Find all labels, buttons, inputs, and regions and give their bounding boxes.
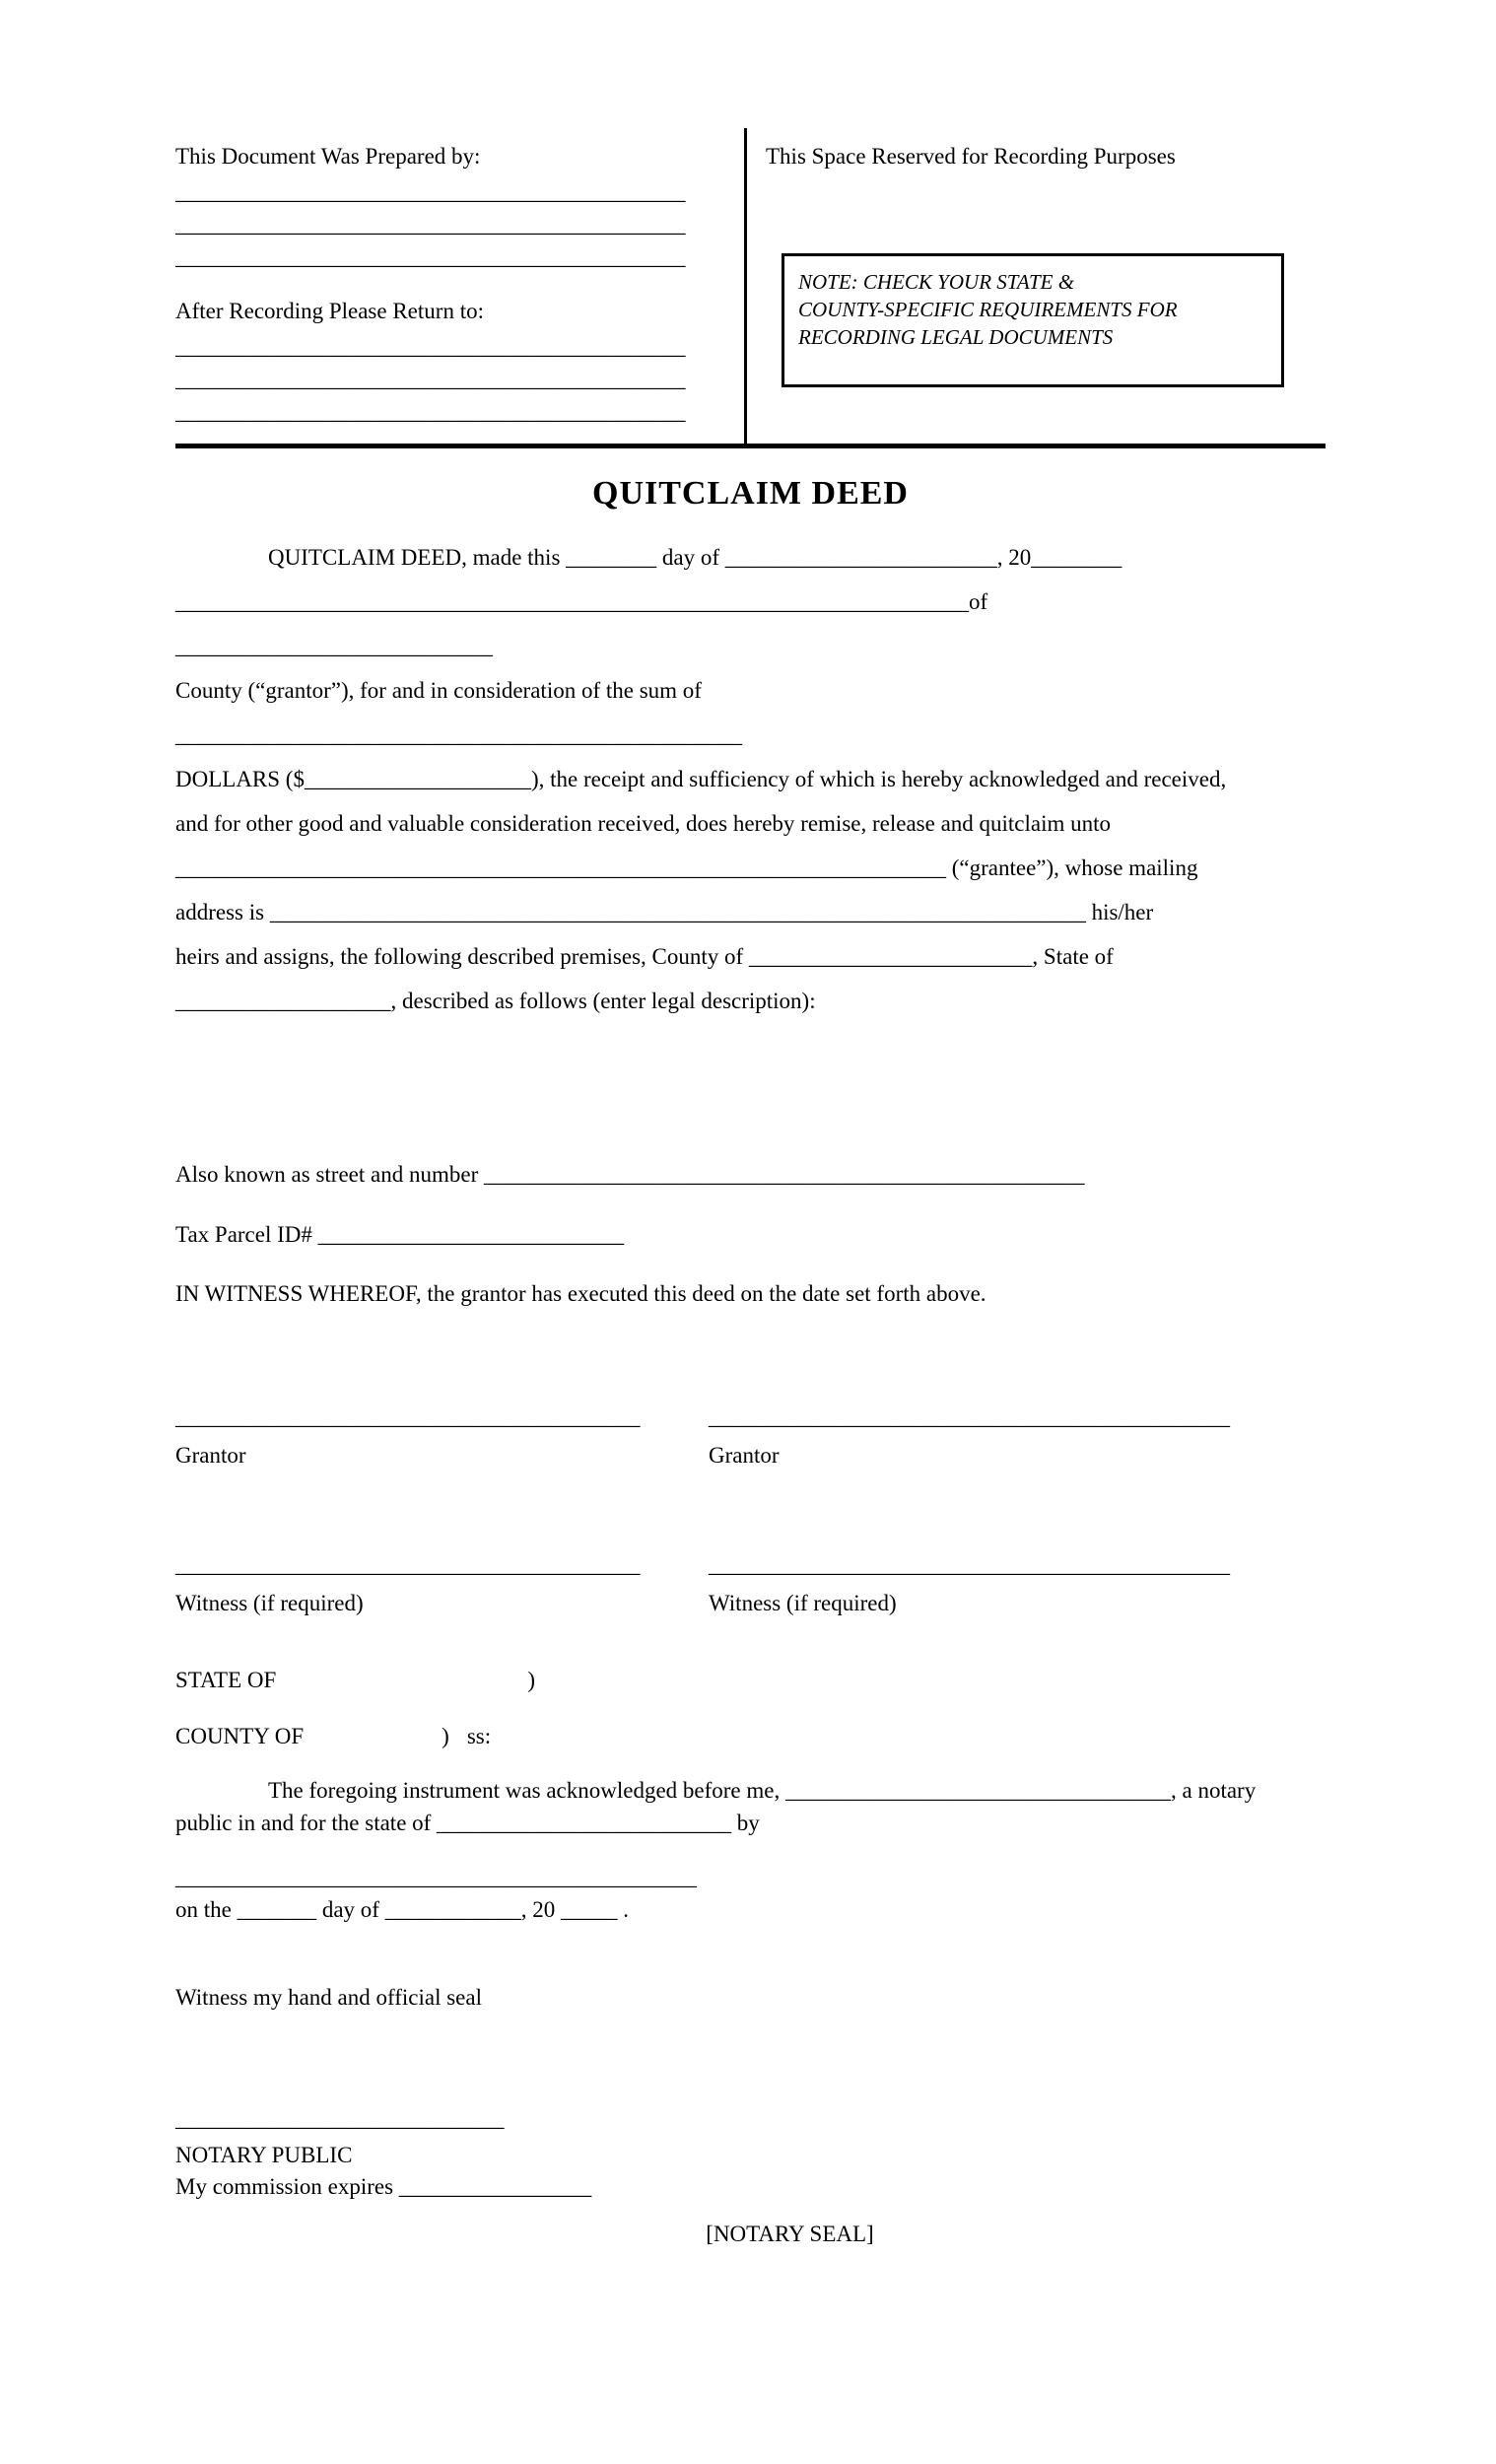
in-witness-whereof-clause: IN WITNESS WHEREOF, the grantor has executed this deed on the date set forth above. xyxy=(175,1281,986,1306)
return-to-label: After Recording Please Return to: xyxy=(175,299,484,323)
witness-label: Witness (if required) xyxy=(709,1591,897,1615)
acknowledgment-line-2: public in and for the state of __________________________ by xyxy=(175,1811,760,1835)
grantor-signature-right xyxy=(709,1395,1326,1472)
premises-county-line: heirs and assigns, the following described premises, County of _________________________, State of xyxy=(175,944,1114,969)
county-paren: ) xyxy=(442,1724,449,1748)
note-line: COUNTY-SPECIFIC REQUIREMENTS FOR xyxy=(798,298,1178,321)
commission-expires-line: My commission expires _________________ xyxy=(175,2174,592,2199)
return-to-blank-line: _____________________________________________ xyxy=(175,399,686,424)
county-of-line xyxy=(175,1714,1326,1758)
witness-signature-left xyxy=(175,1542,709,1620)
prepared-by-blanks xyxy=(175,175,712,273)
county-of-label: COUNTY OF xyxy=(175,1724,305,1748)
grantor-county-blank-line: ____________________________ xyxy=(175,634,493,658)
tax-parcel-line: Tax Parcel ID# ___________________________ xyxy=(175,1222,625,1247)
grantor-name-blank-line: ______________________________________________________________________of xyxy=(175,589,988,614)
prepared-by-blank-line: _____________________________________________ xyxy=(175,244,686,269)
acknowledgment-date-line: on the _______ day of ____________, 20 _____ . xyxy=(175,1897,629,1922)
note-line: NOTE: CHECK YOUR STATE & xyxy=(798,270,1075,294)
grantor-label: Grantor xyxy=(709,1443,780,1468)
deed-body xyxy=(175,535,1326,1023)
prepared-by-blank-line: _____________________________________________ xyxy=(175,179,686,204)
return-to-blank-line: _____________________________________________ xyxy=(175,367,686,391)
witness-hand-seal-line: Witness my hand and official seal xyxy=(175,1985,482,2010)
legal-description-lead-line: ___________________, described as follows (enter legal description): xyxy=(175,989,816,1013)
grantor-signature-line: _________________________________________ xyxy=(175,1404,641,1429)
notary-seal-placeholder: [NOTARY SEAL] xyxy=(706,2222,874,2246)
recording-note-box xyxy=(782,253,1284,387)
state-paren: ) xyxy=(527,1668,535,1692)
return-to-blank-line: _____________________________________________ xyxy=(175,334,686,359)
witness-signature-line: ______________________________________________ xyxy=(709,1552,1230,1577)
deed-intro-line: QUITCLAIM DEED, made this ________ day of ________________________, 20________ xyxy=(268,545,1122,570)
notary-signature-line: _____________________________ xyxy=(175,2106,505,2131)
grantor-label: Grantor xyxy=(175,1443,246,1468)
grantor-signature-row xyxy=(175,1395,1326,1472)
state-of-label: STATE OF xyxy=(175,1668,277,1692)
notary-acknowledgment xyxy=(175,1774,1326,1839)
acknowledgment-line-1: The foregoing instrument was acknowledged before me, __________________________________, a notary xyxy=(268,1778,1257,1803)
prepared-by-label: This Document Was Prepared by: xyxy=(175,144,481,169)
recording-header xyxy=(175,128,1326,448)
street-number-line: Also known as street and number _____________________________________________________ xyxy=(175,1162,1085,1187)
acknowledged-by-blank-line: ______________________________________________ xyxy=(175,1865,697,1889)
grantor-signature-line: ______________________________________________ xyxy=(709,1404,1230,1429)
grantee-blank-line: ____________________________________________________________________ (“grantee”), whose mailing xyxy=(175,856,1198,880)
document-title: QUITCLAIM DEED xyxy=(592,475,909,512)
preparer-section xyxy=(175,128,747,444)
grantor-signature-left xyxy=(175,1395,709,1472)
consideration-line: County (“grantor”), for and in consideration of the sum of xyxy=(175,678,702,703)
return-to-blanks xyxy=(175,330,712,428)
state-of-line xyxy=(175,1658,1326,1702)
notary-public-label: NOTARY PUBLIC xyxy=(175,2143,353,2167)
witness-label: Witness (if required) xyxy=(175,1591,364,1615)
witness-signature-row xyxy=(175,1542,1326,1620)
recording-space-section xyxy=(747,128,1326,444)
witness-signature-line: _________________________________________ xyxy=(175,1552,641,1577)
sum-blank-line: __________________________________________________ xyxy=(175,722,742,747)
prepared-by-blank-line: _____________________________________________ xyxy=(175,212,686,237)
ss-label: ss: xyxy=(466,1724,492,1748)
mailing-address-line: address is ________________________________________________________________________ his/her xyxy=(175,900,1154,924)
reserved-space-label: This Space Reserved for Recording Purposes xyxy=(766,144,1176,169)
dollars-line: DOLLARS ($____________________), the receipt and sufficiency of which is hereby acknowledged and received, xyxy=(175,767,1227,791)
witness-signature-right xyxy=(709,1542,1326,1620)
note-line: RECORDING LEGAL DOCUMENTS xyxy=(798,325,1114,349)
quitclaim-unto-line: and for other good and valuable consideration received, does hereby remise, release and quitclaim unto xyxy=(175,811,1112,836)
